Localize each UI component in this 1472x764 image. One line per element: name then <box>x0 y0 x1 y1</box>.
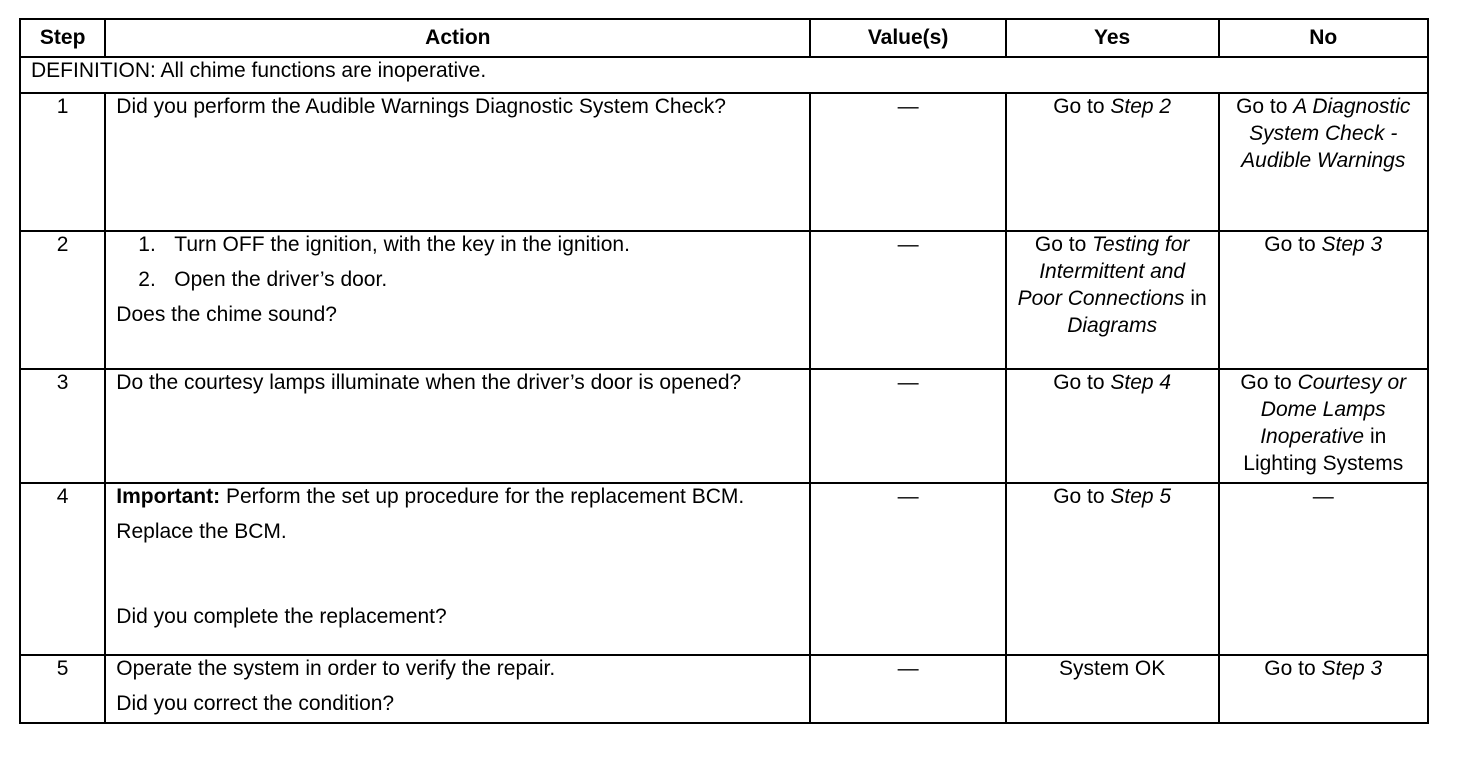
no-cell: — <box>1219 483 1429 655</box>
list-number: 2. <box>138 267 156 291</box>
list-number: 1. <box>138 233 156 256</box>
yes-cell: System OK <box>1006 655 1219 723</box>
table-row <box>20 655 1428 723</box>
table-row <box>20 231 1428 369</box>
no-prefix: Go to <box>1236 95 1294 118</box>
list-item <box>116 267 799 294</box>
no-suffix: Lighting Systems <box>1243 451 1404 475</box>
value-cell: — <box>810 655 1005 723</box>
yes-link-2[interactable]: Diagrams <box>1067 313 1158 337</box>
action-cell <box>105 483 810 655</box>
step-number: 3 <box>20 369 105 483</box>
value-cell: — <box>810 231 1005 369</box>
list-item <box>116 232 799 259</box>
step-number: 2 <box>20 231 105 369</box>
yes-mid: in <box>1184 286 1207 310</box>
step-number: 5 <box>20 655 105 723</box>
yes-link[interactable]: Step 5 <box>1110 485 1172 508</box>
yes-cell <box>1006 93 1219 231</box>
question-text: Does the chime sound? <box>116 302 337 326</box>
yes-prefix: Go to <box>1034 233 1093 256</box>
yes-link[interactable]: Testing for Intermittent and Poor Connections <box>1017 233 1190 310</box>
value-cell: — <box>810 369 1005 483</box>
action-cell <box>105 231 810 369</box>
header-values: Value(s) <box>810 19 1005 57</box>
important-note <box>116 484 799 511</box>
definition-row <box>20 57 1428 93</box>
diagnostic-table <box>19 18 1429 724</box>
yes-prefix: Go to <box>1053 371 1111 394</box>
step-number: 1 <box>20 93 105 231</box>
no-prefix: Go to <box>1240 371 1298 394</box>
header-step: Step <box>20 19 105 57</box>
table-row <box>20 483 1428 655</box>
important-label: Important: <box>116 485 221 508</box>
question-text: Did you complete the replacement? <box>116 604 447 628</box>
no-cell <box>1219 655 1429 723</box>
header-yes: Yes <box>1006 19 1219 57</box>
action-text: Do the courtesy lamps illuminate when the driver’s door is opened? <box>105 369 810 483</box>
important-text: Perform the set up procedure for the replacement BCM. <box>220 485 745 508</box>
yes-cell <box>1006 231 1219 369</box>
list-text: Turn OFF the ignition, with the key in the ignition. <box>174 233 630 256</box>
yes-link[interactable]: Step 4 <box>1110 371 1172 394</box>
value-cell: — <box>810 483 1005 655</box>
no-mid: in <box>1364 424 1387 448</box>
action-text: Did you perform the Audible Warnings Diagnostic System Check? <box>105 93 810 231</box>
no-link[interactable]: Step 3 <box>1321 657 1383 680</box>
value-cell: — <box>810 93 1005 231</box>
no-prefix: Go to <box>1264 233 1322 256</box>
no-link[interactable]: Courtesy or Dome Lamps Inoperative <box>1260 371 1407 448</box>
no-link[interactable]: Step 3 <box>1321 233 1383 256</box>
step-number: 4 <box>20 483 105 655</box>
list-text: Open the driver’s door. <box>174 267 388 291</box>
table-row <box>20 93 1428 231</box>
yes-link[interactable]: Step 2 <box>1110 95 1172 118</box>
table-row <box>20 369 1428 483</box>
definition-text: DEFINITION: All chime functions are inoperative. <box>20 57 1428 93</box>
yes-cell <box>1006 369 1219 483</box>
no-cell <box>1219 93 1429 231</box>
yes-prefix: Go to <box>1053 95 1111 118</box>
question-text: Did you correct the condition? <box>116 691 395 715</box>
no-cell <box>1219 369 1429 483</box>
no-link[interactable]: A Diagnostic System Check - Audible Warnings <box>1241 95 1411 172</box>
header-no: No <box>1219 19 1429 57</box>
header-action: Action <box>105 19 810 57</box>
no-prefix: Go to <box>1264 657 1322 680</box>
action-text: Operate the system in order to verify the repair. <box>116 657 556 680</box>
yes-prefix: Go to <box>1053 485 1111 508</box>
header-row <box>20 19 1428 57</box>
action-cell <box>105 655 810 723</box>
yes-cell <box>1006 483 1219 655</box>
no-cell <box>1219 231 1429 369</box>
action-text: Replace the BCM. <box>116 519 287 543</box>
